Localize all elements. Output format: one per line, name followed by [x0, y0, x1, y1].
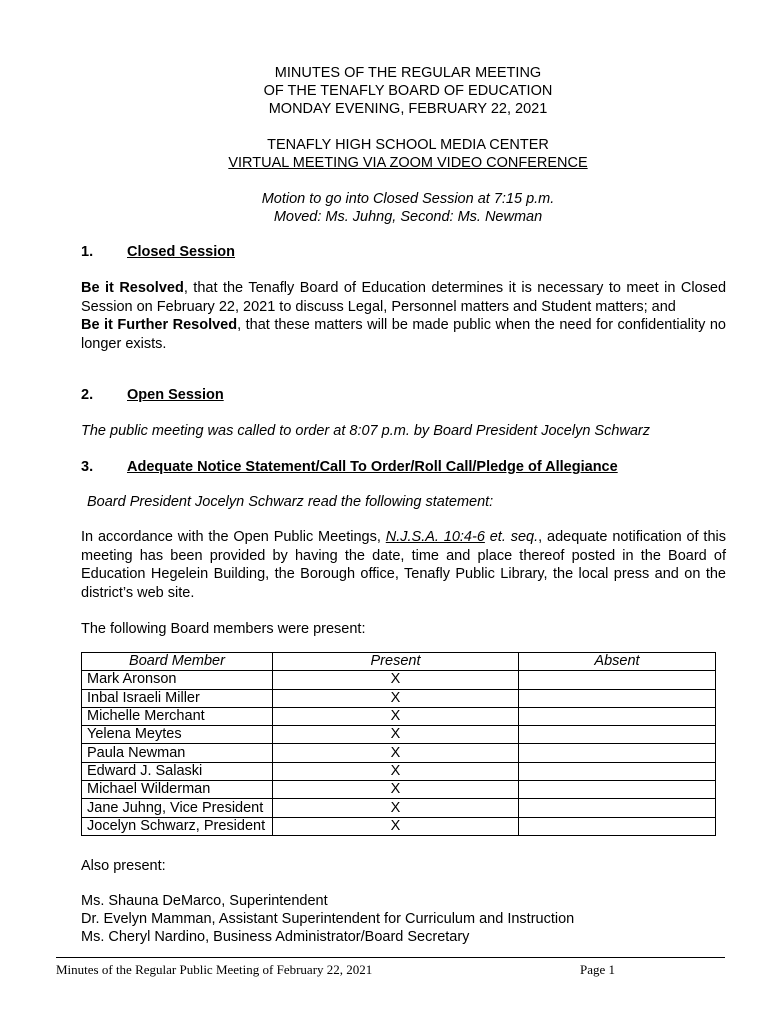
virtual-text: VIRTUAL MEETING VIA ZOOM VIDEO CONFERENCE — [228, 155, 588, 171]
present-intro: The following Board members were present: — [81, 621, 366, 637]
member-name: Yelena Meytes — [82, 726, 273, 744]
section-1-number: 1. — [81, 244, 94, 260]
moved-line: Moved: Ms. Juhng, Second: Ms. Newman — [273, 209, 543, 225]
staff-item: Ms. Shauna DeMarco, Superintendent — [81, 893, 328, 909]
section-2-title: Open Session — [127, 387, 224, 403]
meeting-virtual — [0, 154, 770, 172]
resolved-paragraph — [81, 279, 726, 353]
table-row — [82, 762, 716, 780]
title-line-3: MONDAY EVENING, FEBRUARY 22, 2021 — [268, 101, 548, 117]
member-name: Michelle Merchant — [82, 707, 273, 725]
section-2-number: 2. — [81, 387, 94, 403]
member-absent — [519, 726, 716, 744]
notice-etseq: et. seq. — [484, 529, 539, 545]
footer-title: Minutes of the Regular Public Meeting of February 22, 2021 — [56, 962, 373, 977]
member-name: Jocelyn Schwarz, President — [82, 817, 273, 835]
member-present: X — [273, 707, 519, 725]
header-present: Present — [273, 653, 519, 671]
member-present: X — [273, 726, 519, 744]
member-absent — [519, 781, 716, 799]
member-absent — [519, 799, 716, 817]
member-absent — [519, 671, 716, 689]
further-label: Be it Further Resolved — [81, 317, 238, 333]
table-row — [82, 671, 716, 689]
member-present: X — [273, 762, 519, 780]
resolved-label: Be it Resolved — [81, 280, 184, 296]
member-name: Inbal Israeli Miller — [82, 689, 273, 707]
table-row — [82, 689, 716, 707]
header-board-member: Board Member — [82, 653, 273, 671]
table-row — [82, 726, 716, 744]
notice-pre: In accordance with the Open Public Meetings, — [81, 529, 386, 545]
notice-statute: N.J.S.A. 10:4-6 — [385, 529, 485, 545]
section-3-title: Adequate Notice Statement/Call To Order/Roll Call/Pledge of Allegiance — [127, 459, 618, 475]
member-present: X — [273, 689, 519, 707]
motion-line: Motion to go into Closed Session at 7:15 p.m. — [261, 191, 555, 207]
also-present-label: Also present: — [81, 858, 166, 874]
member-name: Jane Juhng, Vice President — [82, 799, 273, 817]
notice-paragraph — [81, 528, 726, 602]
member-present: X — [273, 817, 519, 835]
resolved-text: , that the Tenafly Board of Education determines it is necessary to meet in Closed Session on February 22, 2021 to discuss Legal, Personnel matters and Student matters; and — [81, 280, 727, 315]
attendance-table — [81, 652, 716, 836]
member-name: Michael Wilderman — [82, 781, 273, 799]
table-row — [82, 781, 716, 799]
member-absent — [519, 689, 716, 707]
table-row — [82, 707, 716, 725]
staff-item: Ms. Cheryl Nardino, Business Administrator/Board Secretary — [81, 929, 470, 945]
table-row — [82, 817, 716, 835]
member-absent — [519, 762, 716, 780]
staff-item: Dr. Evelyn Mamman, Assistant Superintendent for Curriculum and Instruction — [81, 911, 575, 927]
member-absent — [519, 744, 716, 762]
table-header-row — [82, 653, 716, 671]
member-present: X — [273, 671, 519, 689]
header-absent: Absent — [519, 653, 716, 671]
section-3-number: 3. — [81, 459, 94, 475]
member-absent — [519, 817, 716, 835]
member-present: X — [273, 744, 519, 762]
page-number: Page 1 — [580, 962, 616, 977]
table-row — [82, 744, 716, 762]
member-present: X — [273, 781, 519, 799]
statement-intro: Board President Jocelyn Schwarz read the following statement: — [87, 494, 494, 510]
member-name: Mark Aronson — [82, 671, 273, 689]
member-name: Paula Newman — [82, 744, 273, 762]
section-1-title: Closed Session — [127, 244, 235, 260]
meeting-location: TENAFLY HIGH SCHOOL MEDIA CENTER — [267, 137, 549, 153]
member-present: X — [273, 799, 519, 817]
table-row — [82, 799, 716, 817]
notice-post: , adequate notification of this meeting has been provided by having the date, time and place thereof posted in the Board of Education Hegelein Building, the Borough office, Tenafly Public Library, the local press and on the district’s web site. — [81, 529, 726, 601]
footer-divider — [56, 957, 725, 958]
title-line-1: MINUTES OF THE REGULAR MEETING — [274, 65, 542, 81]
further-text: , that these matters will be made public when the need for confidentiality no longer exists. — [81, 317, 726, 352]
title-line-2: OF THE TENAFLY BOARD OF EDUCATION — [263, 83, 553, 99]
member-name: Edward J. Salaski — [82, 762, 273, 780]
member-absent — [519, 707, 716, 725]
open-session-text: The public meeting was called to order at 8:07 p.m. by Board President Jocelyn Schwarz — [81, 423, 651, 439]
